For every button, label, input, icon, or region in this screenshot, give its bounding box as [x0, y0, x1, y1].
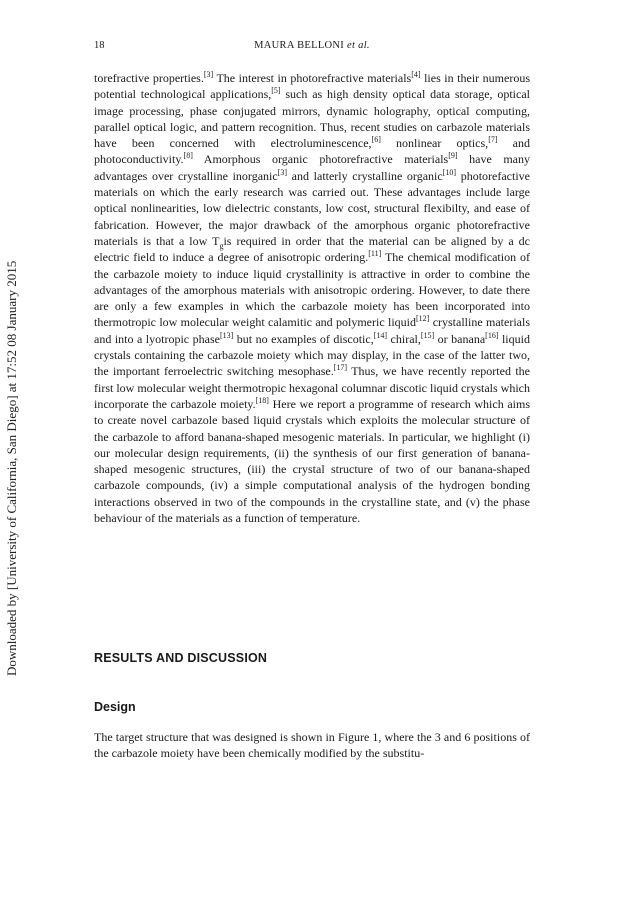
paragraph-intro: torefractive properties.[3] The interest in photorefractive materials[4] lies in their numerous potential technological applications,[5] such as high density optical data storage, optical image processing, phase conjugated mirrors, dynamic holography, optical computing, parallel optical logic, and pattern recognition. Thus, recent studies on carbazole materials have been concerned with electroluminescence,[6] nonlinear optics,[7] and photoconductivity.[8] Amorphous organic photorefractive materials[9] have many advantages over crystalline inorganic[3] and latterly crystalline organic[10] photorefactive materials on which the early research was carried out. These advantages include large optical nonlinearities, low dielectric constants, low cost, structural flexibilty, and ease of fabrication. However, the major drawback of the amorphous organic photorefractive materials is that a low $T_gis$ required in order that the material can be aligned by a dc electric field to induce a degree of anisotropic ordering.[11] The chemical modification of the carbazole moiety to induce liquid crystallinity is attractive in order to combine the advantages of the amorphous materials with anisotropic ordering. However, to date there are only a few examples in which the carbazole moiety has been incorporated into thermotropic low molecular weight calamitic and polymeric liquid[12] crystalline materials and into a lyotropic phase[13] but no examples of discotic,[14] chiral,[15] or banana[16] liquid crystals containing the carbazole moiety which may display, in the case of the latter two, the important ferroelectric switching mesophase.[17] Thus, we have recently reported the first low molecular weight thermotropic hexagonal columnar discotic liquid crystals which incorporate the carbazole moiety.[18] Here we report a programme of research which aims to create novel carbazole based liquid crystals which exploits the molecular structure of the carbazole to afford banana-shaped mesogenic materials. In particular, we highlight (i) our molecular design requirements, (ii) the synthesis of our first generation of banana-shaped mesogenic structures, (iii) the crystal structure of two of our banana-shaped carbazole compounds, (iv) a simple computational analysis of the hydrogen bonding interactions observed in two of the compounds in the crystalline state, and (v) the phase behaviour of the materials as a function of temperature. [94, 70, 531, 526]
ref-15: [15] [420, 330, 435, 340]
ref-8: [8] [183, 151, 193, 161]
body-text-design [94, 729, 530, 762]
ref-7: [7] [488, 135, 498, 145]
ref-17: [17] [333, 363, 348, 373]
subsection-heading: Design [94, 700, 136, 714]
ref-6: [6] [371, 135, 381, 145]
ref-18: [18] [255, 395, 269, 405]
author-name: MAURA BELLONI [254, 40, 345, 51]
running-header [94, 40, 530, 56]
ref-11: [11] [368, 249, 382, 259]
ref-3: [3] [203, 70, 214, 79]
ref-5: [5] [271, 86, 281, 96]
ref-10: [10] [442, 167, 457, 177]
ref-16: [16] [485, 330, 499, 340]
page-number: 18 [94, 40, 105, 51]
section-heading: RESULTS AND DISCUSSION [94, 651, 268, 665]
paragraph-design: The target structure that was designed is shown in Figure 1, where the 3 and 6 positions of the carbazole moiety have been chemically modified by the substitu- [94, 730, 530, 761]
ref-4: [4] [411, 70, 421, 79]
ref-14: [14] [373, 330, 388, 340]
tg-subscript: g [219, 241, 224, 251]
body-text [94, 70, 530, 526]
download-watermark: Downloaded by [University of California, San Diego] at 17:52 08 January 2015 [4, 260, 19, 676]
ref-12: [12] [416, 314, 430, 324]
ref-13: [13] [219, 330, 234, 340]
author-suffix: et al. [347, 40, 370, 51]
running-head [94, 40, 530, 51]
ref-9: [9] [448, 151, 458, 161]
ref-3b: [3] [277, 167, 288, 177]
